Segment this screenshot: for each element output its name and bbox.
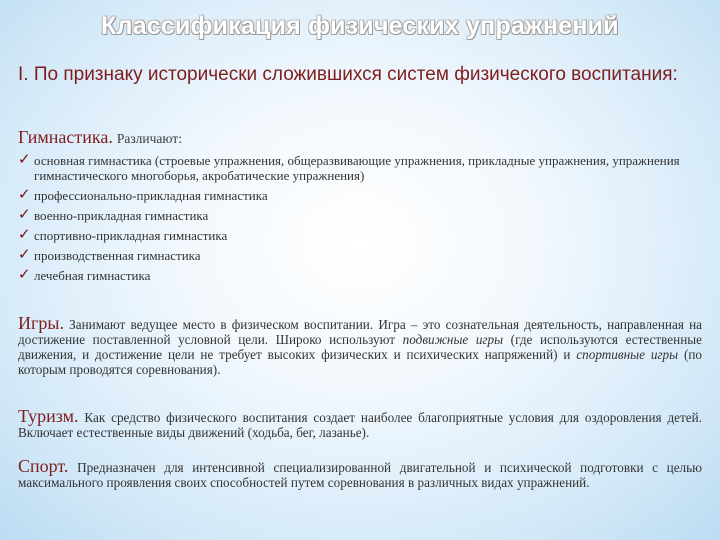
tourism-section <box>18 406 702 440</box>
sport-title: Спорт. <box>18 456 69 476</box>
games-title: Игры. <box>18 313 64 333</box>
checkmark-icon: ✓ <box>18 245 31 263</box>
games-emphasis-sport: спортивные игры <box>576 347 679 362</box>
gymnastics-section <box>18 127 702 288</box>
gymnastics-title: Гимнастика. <box>18 127 113 147</box>
games-emphasis-outdoor: подвижные игры <box>402 332 504 347</box>
sport-section <box>18 456 703 490</box>
list-item: ✓ производственная гимнастика <box>18 245 201 263</box>
gymnastics-list <box>18 150 702 283</box>
list-item: ✓ военно-прикладная гимнастика <box>18 205 209 223</box>
list-item: ✓ основная гимнастика (строевые упражнения, общеразвивающие упражнения, прикладные упражнения, упражнения гимнастического многоборья, акробатические упражнения) <box>18 150 680 183</box>
sport-paragraph: Спорт. Предназначен для интенсивной специализированной двигательной и психической подготовки с целью максимального проявления своих способностей путем соревнования в различных видах упражнений. <box>18 456 703 490</box>
games-paragraph: Игры. Занимают ведущее место в физическом воспитании. Игра – это сознательная деятельность, направленная на достижение поставленной условной цели. Широко используют подвижные игры (где используются естественные движения, и достижение цели не требует высоких физических и психических напряжений) и спортивные игры (по которым проводятся соревнования). <box>18 313 703 377</box>
checkmark-icon: ✓ <box>18 150 31 168</box>
tourism-title: Туризм. <box>18 406 79 426</box>
list-item: ✓ профессионально-прикладная гимнастика <box>18 185 268 203</box>
section-heading: I. По признаку исторически сложившихся систем физического воспитания: <box>18 64 678 85</box>
slide-title: Классификация физических упражнений <box>101 12 619 40</box>
checkmark-icon: ✓ <box>18 185 31 203</box>
tourism-paragraph: Туризм. Как средство физического воспитания создает наиболее благоприятные условия для оздоровления детей. Включает естественные виды движений (ходьба, бег, лазанье). <box>18 406 702 440</box>
list-item: ✓ лечебная гимнастика <box>18 265 151 283</box>
gymnastics-intro: Различают: <box>116 131 182 146</box>
checkmark-icon: ✓ <box>18 205 31 223</box>
checkmark-icon: ✓ <box>18 265 31 283</box>
checkmark-icon: ✓ <box>18 225 31 243</box>
list-item: ✓ спортивно-прикладная гимнастика <box>18 225 228 243</box>
games-section <box>18 313 703 377</box>
